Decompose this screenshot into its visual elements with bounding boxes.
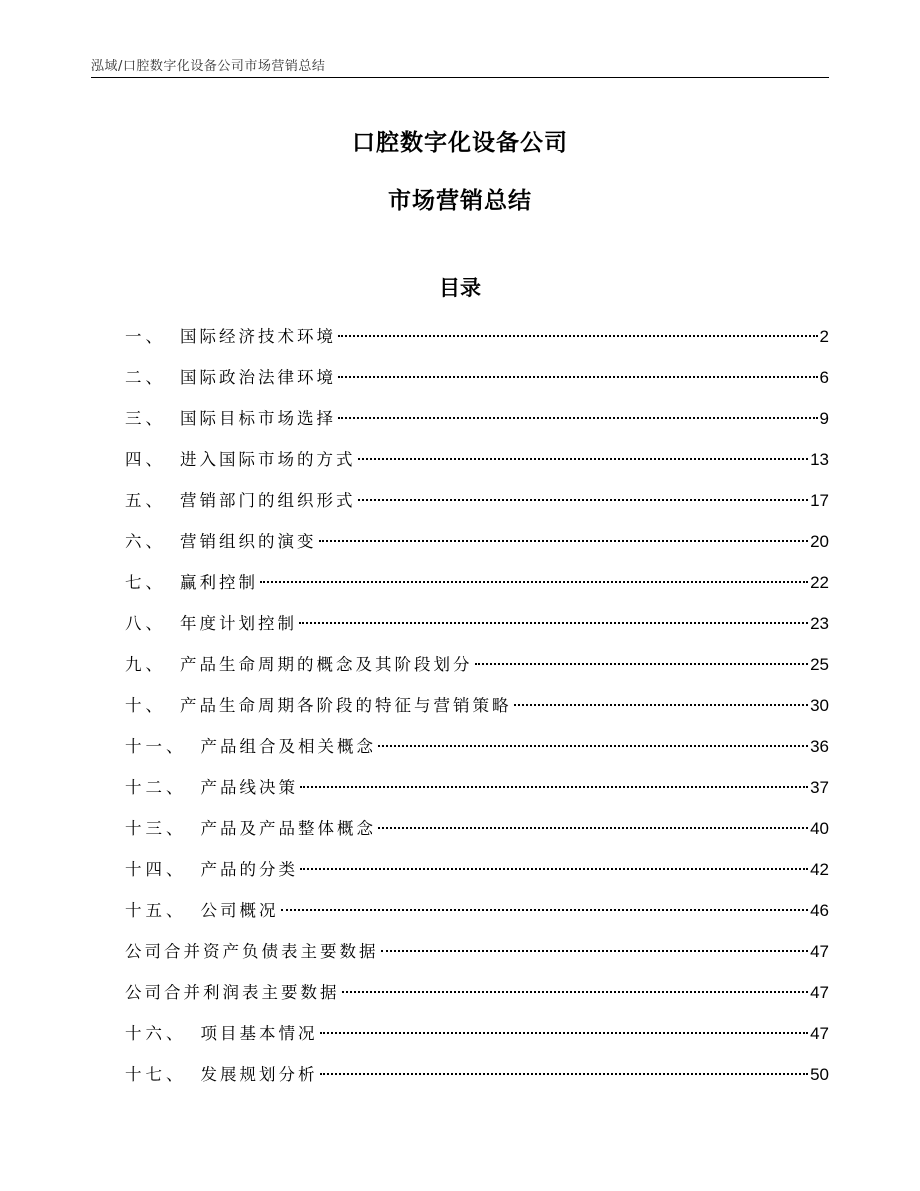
- toc-entry-label: 产品生命周期的概念及其阶段划分: [180, 655, 473, 674]
- toc-entry-label: 发展规划分析: [200, 1065, 318, 1084]
- toc-leader-dots: [358, 499, 809, 501]
- toc-leader-dots: [381, 950, 809, 952]
- toc-entry-page: 30: [810, 696, 829, 715]
- toc-entry-page: 47: [810, 942, 829, 961]
- toc-entry[interactable]: [125, 937, 829, 978]
- toc-entry-number: 三、: [125, 409, 166, 428]
- toc-entry[interactable]: [125, 1019, 829, 1060]
- toc-leader-dots: [320, 1073, 809, 1075]
- document-subtitle: 市场营销总结: [388, 188, 532, 214]
- toc-entry-page: 37: [810, 778, 829, 797]
- toc-entry-page: 17: [810, 491, 829, 510]
- toc-leader-dots: [338, 417, 818, 419]
- toc-entry-label: 公司概况: [200, 901, 279, 920]
- toc-entry[interactable]: [125, 650, 829, 691]
- toc-entry-label: 营销部门的组织形式: [180, 491, 356, 510]
- toc-entry-label: 产品的分类: [200, 860, 298, 879]
- toc-entry-label: 国际目标市场选择: [180, 409, 336, 428]
- toc-entry-number: 八、: [125, 614, 166, 633]
- toc-entry[interactable]: [125, 445, 829, 486]
- toc-entry-number: 四、: [125, 450, 166, 469]
- toc-entry[interactable]: [125, 486, 829, 527]
- toc-leader-dots: [338, 376, 818, 378]
- toc-entry-number: 一、: [125, 327, 166, 346]
- toc-entry-number: 十五、: [125, 901, 187, 920]
- toc-entry[interactable]: [125, 568, 829, 609]
- toc-entry-page: 20: [810, 532, 829, 551]
- toc-entry[interactable]: [125, 814, 829, 855]
- toc-entry-number: 十一、: [125, 737, 187, 756]
- toc-entry-page: 36: [810, 737, 829, 756]
- toc-entry[interactable]: [125, 322, 829, 363]
- toc-leader-dots: [300, 868, 808, 870]
- toc-entry-page: 46: [810, 901, 829, 920]
- toc-entry-page: 13: [810, 450, 829, 469]
- toc-entry-label: 产品及产品整体概念: [200, 819, 376, 838]
- toc-entry-page: 47: [810, 983, 829, 1002]
- toc-leader-dots: [378, 745, 808, 747]
- toc-entry-label: 进入国际市场的方式: [180, 450, 356, 469]
- header-rule: [91, 77, 829, 78]
- toc-entry[interactable]: [125, 773, 829, 814]
- toc-entry-label: 项目基本情况: [200, 1024, 318, 1043]
- toc-leader-dots: [475, 663, 809, 665]
- toc-entry-number: 十四、: [125, 860, 187, 879]
- toc-entry-page: 23: [810, 614, 829, 633]
- toc-leader-dots: [320, 1032, 809, 1034]
- toc-entry-page: 9: [819, 409, 829, 428]
- toc-entry[interactable]: [125, 609, 829, 650]
- toc-leader-dots: [281, 909, 809, 911]
- toc-entry-number: 二、: [125, 368, 166, 387]
- toc-entry[interactable]: [125, 855, 829, 896]
- toc-entry-page: 6: [819, 368, 829, 387]
- toc-entry-number: 十六、: [125, 1024, 187, 1043]
- toc-entry[interactable]: [125, 1060, 829, 1101]
- toc-entry-label: 赢利控制: [180, 573, 258, 592]
- toc-leader-dots: [319, 540, 809, 542]
- toc-heading: 目录: [439, 276, 481, 300]
- running-header: 泓域/口腔数字化设备公司市场营销总结: [91, 59, 326, 74]
- toc-entry-page: 2: [819, 327, 829, 346]
- toc-entry-number: 五、: [125, 491, 166, 510]
- toc-entry-number: 十三、: [125, 819, 187, 838]
- toc-entry-label: 国际经济技术环境: [180, 327, 336, 346]
- toc-entry-label: 公司合并资产负债表主要数据: [125, 942, 379, 961]
- toc-entry-page: 50: [810, 1065, 829, 1084]
- toc-entry-number: 六、: [125, 532, 166, 551]
- toc-entry-page: 22: [810, 573, 829, 592]
- toc-entry-label: 年度计划控制: [180, 614, 297, 633]
- toc-leader-dots: [358, 458, 809, 460]
- toc-leader-dots: [514, 704, 809, 706]
- toc-entry[interactable]: [125, 527, 829, 568]
- toc-entry[interactable]: [125, 732, 829, 773]
- toc-entry-number: 十二、: [125, 778, 187, 797]
- toc-entry-page: 42: [810, 860, 829, 879]
- toc-leader-dots: [338, 335, 818, 337]
- toc-entry-number: 七、: [125, 573, 166, 592]
- toc-leader-dots: [300, 786, 808, 788]
- toc-entry-label: 产品组合及相关概念: [200, 737, 376, 756]
- toc-entry-number: 十、: [125, 696, 166, 715]
- toc-entry-label: 产品线决策: [200, 778, 298, 797]
- toc-entry[interactable]: [125, 691, 829, 732]
- toc-leader-dots: [299, 622, 808, 624]
- table-of-contents: [125, 322, 829, 1101]
- toc-leader-dots: [342, 991, 809, 993]
- toc-entry-number: 九、: [125, 655, 166, 674]
- toc-entry-label: 营销组织的演变: [180, 532, 317, 551]
- toc-entry-label: 产品生命周期各阶段的特征与营销策略: [180, 696, 512, 715]
- toc-entry-number: 十七、: [125, 1065, 187, 1084]
- toc-leader-dots: [260, 581, 808, 583]
- toc-entry[interactable]: [125, 896, 829, 937]
- toc-entry-label: 国际政治法律环境: [180, 368, 336, 387]
- toc-entry-label: 公司合并利润表主要数据: [125, 983, 340, 1002]
- toc-entry-page: 40: [810, 819, 829, 838]
- document-title: 口腔数字化设备公司: [352, 130, 568, 156]
- toc-entry-page: 47: [810, 1024, 829, 1043]
- toc-entry-page: 25: [810, 655, 829, 674]
- toc-leader-dots: [378, 827, 808, 829]
- toc-entry[interactable]: [125, 978, 829, 1019]
- toc-entry[interactable]: [125, 363, 829, 404]
- toc-entry[interactable]: [125, 404, 829, 445]
